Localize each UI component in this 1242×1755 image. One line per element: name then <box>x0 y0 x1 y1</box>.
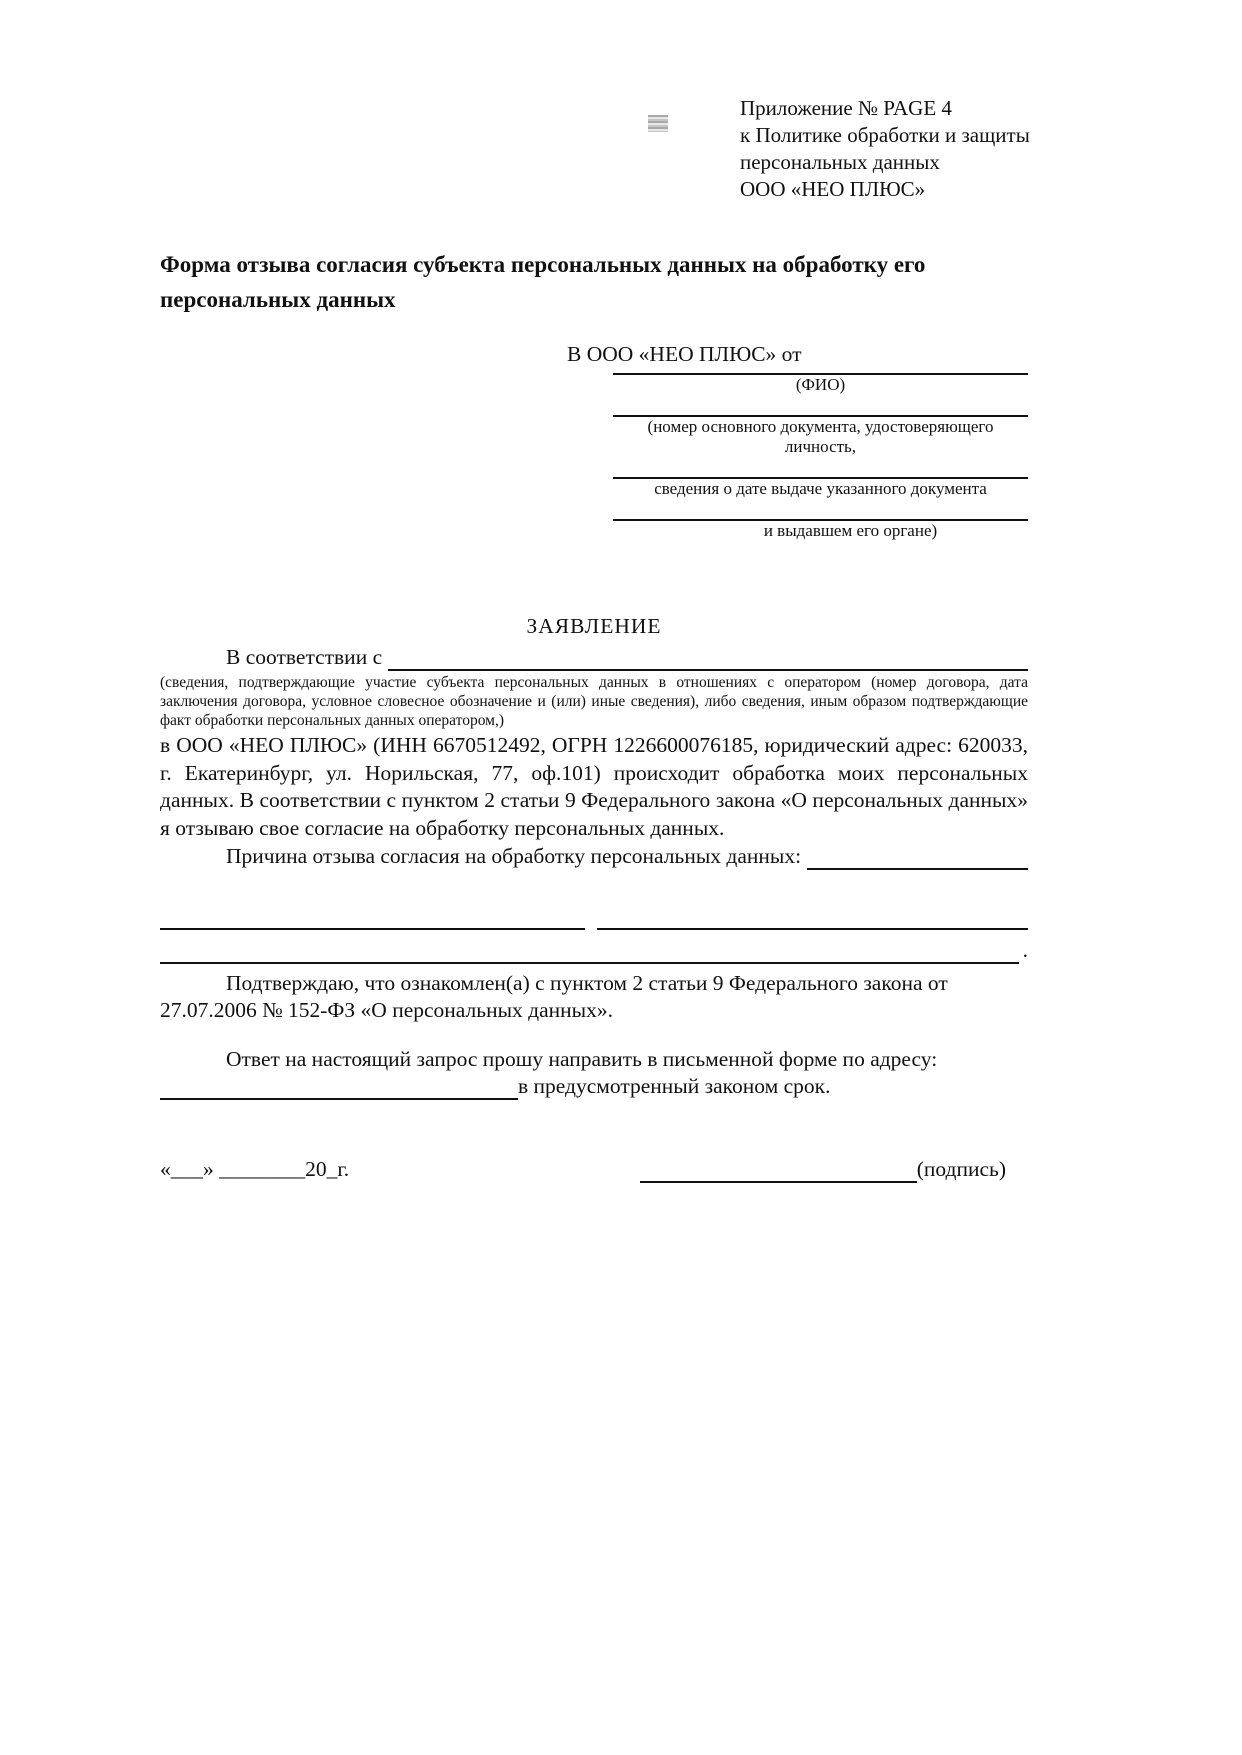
blank-line-issuing-authority <box>613 499 1028 521</box>
reason-blank-row-2 <box>160 937 1028 964</box>
blank-line-accordance <box>388 647 1028 671</box>
confirmation-paragraph: Подтверждаю, что ознакомлен(а) с пунктом 2 статьи 9 Федерального закона от 27.07.2006 № 152-ФЗ «О персональных данных». <box>160 971 948 1022</box>
fio-caption: (ФИО) <box>795 375 846 394</box>
blank-line-reason <box>807 846 1028 870</box>
statement-body: в ООО «НЕО ПЛЮС» (ИНН 6670512492, ОГРН 1226600076185, юридический адрес: 620033, г. Екатеринбург, ул. Норильская, 77, оф.101) происходит обработка моих персональных данных. В соответствии с пунктом 2 статьи 9 Федерального закона «О персональных данных» я отзываю свое согласие на обработку персональных данных. <box>160 733 1028 840</box>
addressee-block <box>565 341 1028 541</box>
document-header <box>160 95 1028 205</box>
issuing-authority-caption: и выдавшем его органе) <box>763 521 938 540</box>
blank-line-fio <box>613 368 1028 375</box>
blank-line-period: . <box>1022 938 1028 962</box>
reply-address-row <box>160 1073 1028 1100</box>
accordance-row <box>160 644 1028 671</box>
blank-line-reason-2a <box>160 906 585 930</box>
document-number-caption: (номер основного документа, удостоверяющего личность, <box>647 417 994 456</box>
blank-line-document-number <box>613 395 1028 417</box>
withdrawal-reason-label: Причина отзыва согласия на обработку персональных данных: <box>226 844 802 868</box>
fine-print-note: (сведения, подтверждающие участие субъекта персональных данных в отношениях с оператором (номер договора, дата заключения договора, условное словесное обозначение и (или) иные сведения), либо сведения, иным образом подтверждающие факт обработки персональных данных оператором,) <box>160 674 1028 729</box>
appendix-header-block <box>740 95 1040 203</box>
blank-line-reason-2b <box>597 906 1028 930</box>
blank-line-reason-3 <box>160 940 1019 964</box>
policy-reference-line2: персональных данных <box>740 150 940 174</box>
reply-request-paragraph: Ответ на настоящий запрос прошу направить в письменной форме по адресу: <box>226 1046 938 1071</box>
company-name-line: ООО «НЕО ПЛЮС» <box>740 177 926 201</box>
blank-line-address <box>160 1076 518 1100</box>
blank-line-signature <box>640 1159 917 1183</box>
blank-line-issue-date <box>613 457 1028 479</box>
signature-block <box>640 1156 1006 1183</box>
field-code-artifact-icon <box>648 115 668 132</box>
addressee-to-line: В ООО «НЕО ПЛЮС» от <box>567 342 802 366</box>
policy-reference-line: к Политике обработки и защиты <box>740 123 1030 147</box>
appendix-number-line: Приложение № PAGE 4 <box>740 96 952 120</box>
reason-blank-row-1 <box>160 906 1028 930</box>
date-fill-line: «___» ________20_г. <box>160 1156 350 1181</box>
withdrawal-reason-row <box>160 843 1028 870</box>
reply-tail-text: в предусмотренный законом срок. <box>518 1073 831 1098</box>
statement-heading: ЗАЯВЛЕНИЕ <box>526 614 662 638</box>
date-signature-row <box>160 1156 1028 1183</box>
accordance-label: В соответствии с <box>226 645 383 669</box>
signature-caption: (подпись) <box>916 1156 1006 1181</box>
issue-date-caption: сведения о дате выдаче указанного документа <box>654 479 987 498</box>
document-title: Форма отзыва согласия субъекта персональных данных на обработку его персональных данных <box>160 252 926 312</box>
